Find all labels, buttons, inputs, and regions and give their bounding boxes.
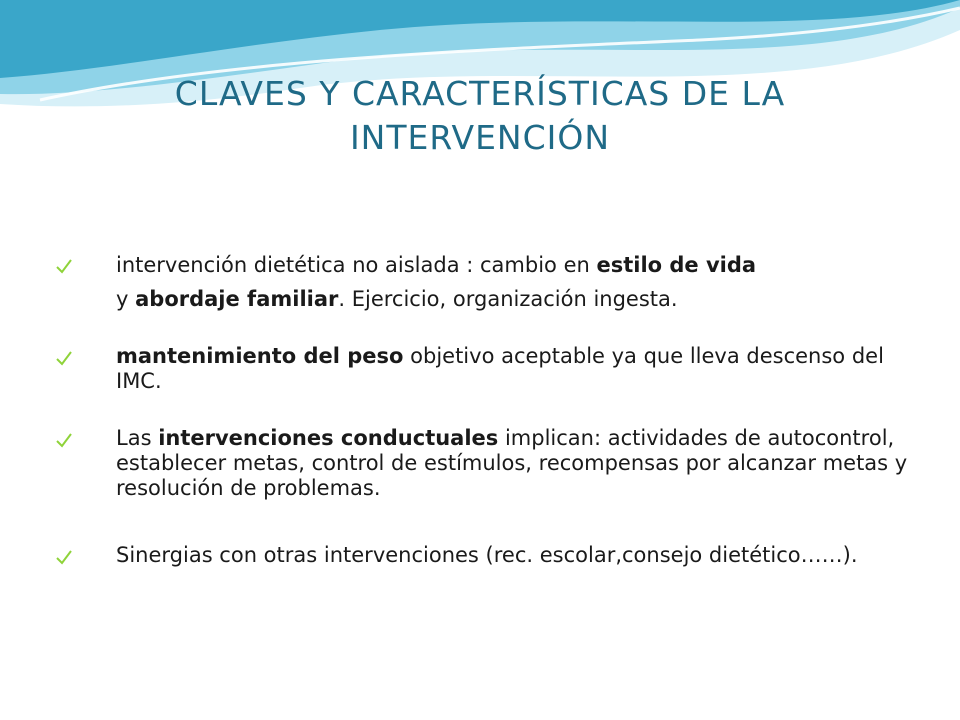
bullet-bold-text: mantenimiento del peso (116, 344, 404, 368)
bullet-text: implican: actividades de autocontrol, establecer metas, control de estímulos, recompensas por alcanzar metas y resolución de problemas. (116, 426, 908, 500)
bullet-text: . Ejercicio, organización ingesta. (338, 287, 678, 311)
bullet-item (52, 543, 932, 568)
checkmark-icon (54, 348, 74, 368)
checkmark-icon (54, 256, 74, 276)
bullet-text: objetivo aceptable ya que lleva descenso del IMC. (116, 344, 884, 393)
bullet-item (52, 248, 932, 316)
bullet-text: Las (116, 426, 159, 450)
bullet-bold-text: intervenciones conductuales (158, 426, 499, 450)
bullet-item (52, 344, 932, 394)
slide-title-line-2: INTERVENCIÓN (349, 118, 611, 157)
bullet-list (52, 248, 932, 568)
bullet-bold-text: estilo de vida (596, 253, 757, 277)
checkmark-icon (54, 547, 74, 567)
slide-title (60, 72, 900, 160)
slide-title-line-1: CLAVES Y CARACTERÍSTICAS DE LA (174, 74, 786, 113)
checkmark-icon (54, 430, 74, 450)
bullet-item (52, 426, 932, 501)
bullet-bold-text: abordaje familiar (135, 287, 339, 311)
bullet-text: Sinergias con otras intervenciones (rec. escolar,consejo dietético……). (116, 543, 858, 567)
bullet-text: y (116, 287, 136, 311)
bullet-text: intervención dietética no aislada : cambio en (116, 253, 597, 277)
